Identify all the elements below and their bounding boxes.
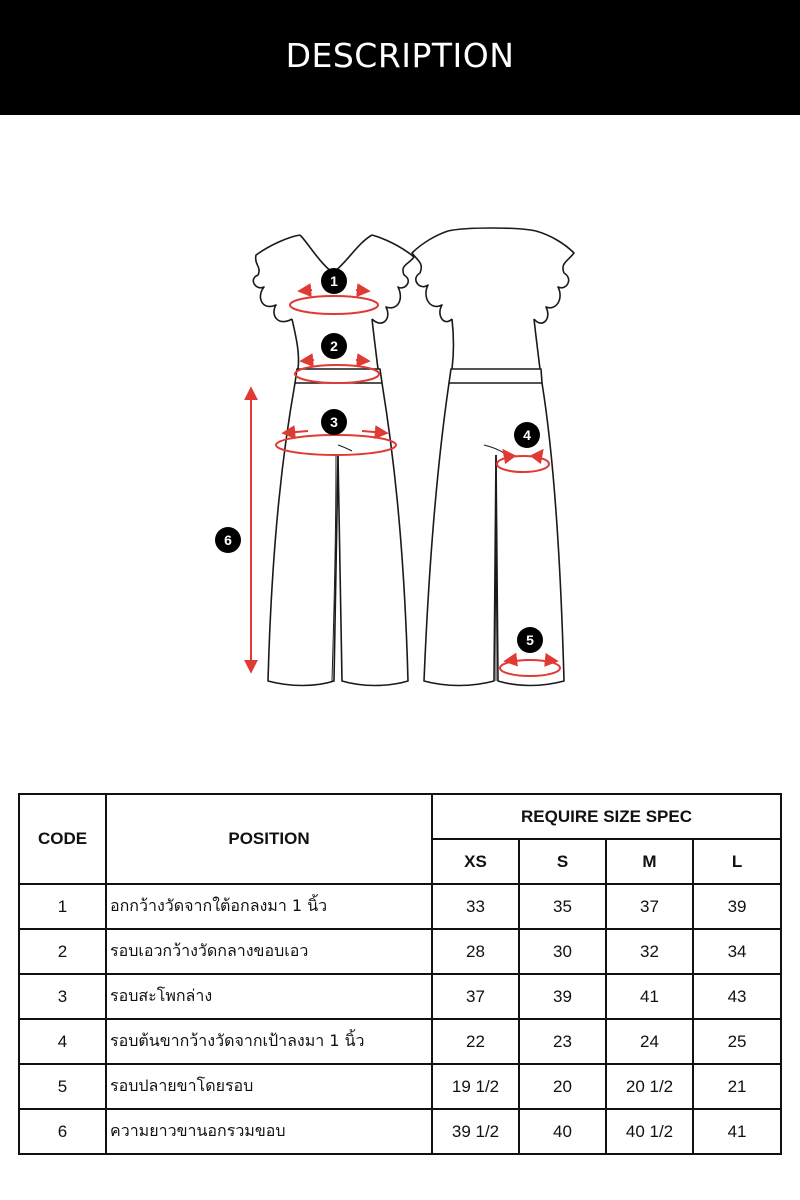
row-position: รอบปลายขาโดยรอบ bbox=[106, 1064, 432, 1109]
svg-text:2: 2 bbox=[330, 338, 338, 354]
cell-s: 20 bbox=[519, 1064, 606, 1109]
header-require-size-spec: REQUIRE SIZE SPEC bbox=[432, 794, 781, 839]
row-code: 5 bbox=[19, 1064, 106, 1109]
table-row bbox=[19, 974, 781, 1019]
marker-1 bbox=[321, 268, 347, 294]
front-view bbox=[253, 235, 414, 686]
svg-text:5: 5 bbox=[526, 632, 534, 648]
header-size-m: M bbox=[606, 839, 693, 884]
row-position: รอบสะโพกล่าง bbox=[106, 974, 432, 1019]
cell-s: 23 bbox=[519, 1019, 606, 1064]
cell-m: 32 bbox=[606, 929, 693, 974]
header-size-xs: XS bbox=[432, 839, 519, 884]
cell-s: 35 bbox=[519, 884, 606, 929]
marker-4 bbox=[514, 422, 540, 448]
page-title: DESCRIPTION bbox=[285, 36, 515, 75]
cell-s: 30 bbox=[519, 929, 606, 974]
marker-3 bbox=[321, 409, 347, 435]
cell-l: 25 bbox=[693, 1019, 781, 1064]
cell-l: 34 bbox=[693, 929, 781, 974]
cell-xs: 33 bbox=[432, 884, 519, 929]
cell-m: 40 1/2 bbox=[606, 1109, 693, 1154]
table-row bbox=[19, 1109, 781, 1154]
row-position: รอบต้นขากว้างวัดจากเป้าลงมา 1 นิ้ว bbox=[106, 1019, 432, 1064]
marker-5 bbox=[517, 627, 543, 653]
cell-xs: 19 1/2 bbox=[432, 1064, 519, 1109]
cell-l: 43 bbox=[693, 974, 781, 1019]
measure-2-waist bbox=[295, 360, 379, 383]
cell-l: 41 bbox=[693, 1109, 781, 1154]
cell-m: 41 bbox=[606, 974, 693, 1019]
table-header-row bbox=[19, 794, 781, 839]
cell-xs: 28 bbox=[432, 929, 519, 974]
cell-l: 39 bbox=[693, 884, 781, 929]
cell-xs: 37 bbox=[432, 974, 519, 1019]
header-position: POSITION bbox=[106, 794, 432, 884]
row-code: 4 bbox=[19, 1019, 106, 1064]
table-row bbox=[19, 884, 781, 929]
cell-l: 21 bbox=[693, 1064, 781, 1109]
cell-m: 20 1/2 bbox=[606, 1064, 693, 1109]
cell-s: 39 bbox=[519, 974, 606, 1019]
measure-5-hem bbox=[500, 660, 560, 676]
cell-s: 40 bbox=[519, 1109, 606, 1154]
cell-xs: 39 1/2 bbox=[432, 1109, 519, 1154]
marker-6 bbox=[215, 527, 241, 553]
cell-m: 37 bbox=[606, 884, 693, 929]
header-size-s: S bbox=[519, 839, 606, 884]
jumpsuit-sketch bbox=[0, 115, 800, 785]
marker-2 bbox=[321, 333, 347, 359]
measure-4-thigh bbox=[497, 451, 549, 472]
svg-text:3: 3 bbox=[330, 414, 338, 430]
row-code: 3 bbox=[19, 974, 106, 1019]
back-view bbox=[412, 228, 574, 686]
row-code: 6 bbox=[19, 1109, 106, 1154]
row-position: อกกว้างวัดจากใต้อกลงมา 1 นิ้ว bbox=[106, 884, 432, 929]
page-header bbox=[0, 0, 800, 115]
svg-text:4: 4 bbox=[523, 427, 531, 443]
svg-text:6: 6 bbox=[224, 532, 232, 548]
svg-text:1: 1 bbox=[330, 273, 338, 289]
table-row bbox=[19, 1064, 781, 1109]
header-code: CODE bbox=[19, 794, 106, 884]
row-code: 1 bbox=[19, 884, 106, 929]
table-row bbox=[19, 929, 781, 974]
size-spec-table bbox=[18, 793, 782, 1155]
garment-diagram bbox=[0, 115, 800, 785]
header-size-l: L bbox=[693, 839, 781, 884]
row-position: ความยาวขานอกรวมขอบ bbox=[106, 1109, 432, 1154]
row-position: รอบเอวกว้างวัดกลางขอบเอว bbox=[106, 929, 432, 974]
cell-xs: 22 bbox=[432, 1019, 519, 1064]
row-code: 2 bbox=[19, 929, 106, 974]
cell-m: 24 bbox=[606, 1019, 693, 1064]
table-row bbox=[19, 1019, 781, 1064]
